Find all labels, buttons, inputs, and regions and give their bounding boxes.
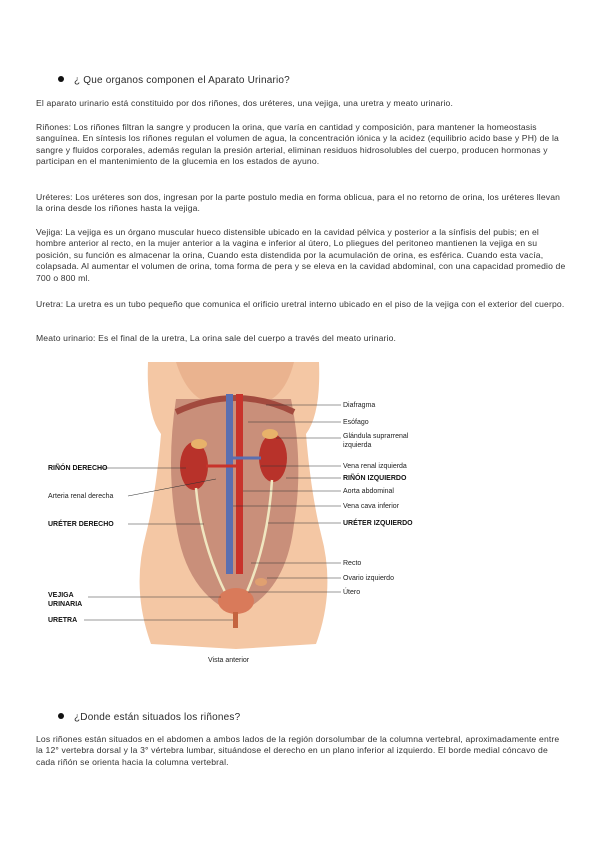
aorta	[236, 394, 243, 574]
label-ureter-izquierdo: URÉTER IZQUIERDO	[343, 520, 413, 527]
label-uretra: URETRA	[48, 617, 78, 624]
label-ovario: Ovario izquierdo	[343, 575, 394, 582]
label-recto: Recto	[343, 560, 362, 567]
left-adrenal-shape	[262, 429, 278, 439]
label-esofago: Esófago	[343, 419, 369, 426]
question-1	[58, 75, 290, 86]
urinary-system-figure	[36, 354, 437, 673]
label-rinon-izquierdo: RIÑÓN IZQUIERDO	[343, 475, 407, 482]
bullet-icon	[58, 713, 64, 719]
label-vejiga: VEJIGA	[48, 592, 74, 599]
vejiga-paragraph: Vejiga: La vejiga es un órgano muscular hueco distensible ubicado en la cavidad pélvica y posterior a la sínfisis del pubis; en el hombre anterior al recto, en la mujer anterior a la vagina e inferior al útero, Lo pliegues del peritoneo mantienen la vejiga en su posición, su función es almacenar la orina, Cuando esta distendida por la acumulación de orina, es esférica. Cuando esta vacía, colapsada. Al aumentar el volumen de orina, toma forma de pera y se eleva en la cavidad abdominal, con una capacidad promedio de 700 o 800 ml.	[36, 227, 566, 283]
question-1-text: ¿ Que organos componen el Aparato Urinario?	[74, 75, 290, 86]
label-vena-cava: Vena cava inferior	[343, 503, 400, 510]
label-izquierda: izquierda	[343, 442, 372, 449]
label-arteria-renal: Arteria renal derecha	[48, 493, 114, 500]
uretra-paragraph: Uretra: La uretra es un tubo pequeño que comunica el orificio uretral interno ubicado en el piso de la vejiga con el exterior del cuerpo.	[36, 299, 565, 309]
ovary-shape	[255, 578, 267, 586]
right-kidney-shape	[180, 442, 208, 490]
vena-cava	[226, 394, 233, 574]
label-glandula: Glándula suprarrenal	[343, 433, 409, 440]
rinones-paragraph: Riñones: Los riñones filtran la sangre y producen la orina, que varía en cantidad y composición, para mantener la homeostasis sanguínea. En síntesis los riñones regulan el volumen de agua, la concentración iónica y la acidez (equilibrio acido base y PH) de la sangre y fluidos corporales, además regulan la presión arterial, eliminan residuos hidrosolubles del cuerpo, producen hormonas y participan en el mantenimiento de la glucemia en los estados de ayuno.	[36, 122, 559, 167]
meato-paragraph: Meato urinario: Es el final de la uretra, La orina sale del cuerpo a través del meato urinario.	[36, 333, 397, 343]
ureteres-paragraph: Uréteres: Los uréteres son dos, ingresan por la parte postulo media en forma oblicua, para el no retorno de orina, los uréteres llevan la orina desde los riñones hasta la vejiga.	[36, 192, 561, 214]
bullet-icon	[58, 76, 64, 82]
label-diafragma: Diafragma	[343, 402, 376, 409]
label-aorta: Aorta abdominal	[343, 488, 394, 495]
intro-paragraph: El aparato urinario está constituido por dos riñones, dos uréteres, una vejiga, una uretra y meato urinario.	[36, 98, 453, 108]
question-2-text: ¿Donde están situados los riñones?	[74, 712, 241, 723]
q2-answer-paragraph: Los riñones están situados en el abdomen a ambos lados de la región dorsolumbar de la columna vertebral, aproximadamente entre la 12° vertebra dorsal y la 3° vértebra lumbar, situándose el derecho en un plano inferior al izquierdo. El borde medial cóncavo de cada riñón se orienta hacia la columna vertebral.	[36, 734, 560, 767]
label-urinaria: URINARIA	[48, 601, 83, 608]
label-ureter-derecho: URÉTER DERECHO	[48, 521, 114, 528]
label-utero: Útero	[343, 589, 361, 596]
label-vena-renal: Vena renal izquierda	[343, 463, 407, 470]
anatomy-illustration	[36, 354, 437, 673]
label-rinon-derecho: RIÑÓN DERECHO	[48, 465, 108, 472]
right-adrenal-shape	[191, 439, 207, 449]
urethra-shape	[233, 612, 238, 628]
left-kidney-shape	[259, 434, 287, 482]
figure-caption: Vista anterior	[208, 657, 250, 664]
question-2	[58, 712, 240, 723]
